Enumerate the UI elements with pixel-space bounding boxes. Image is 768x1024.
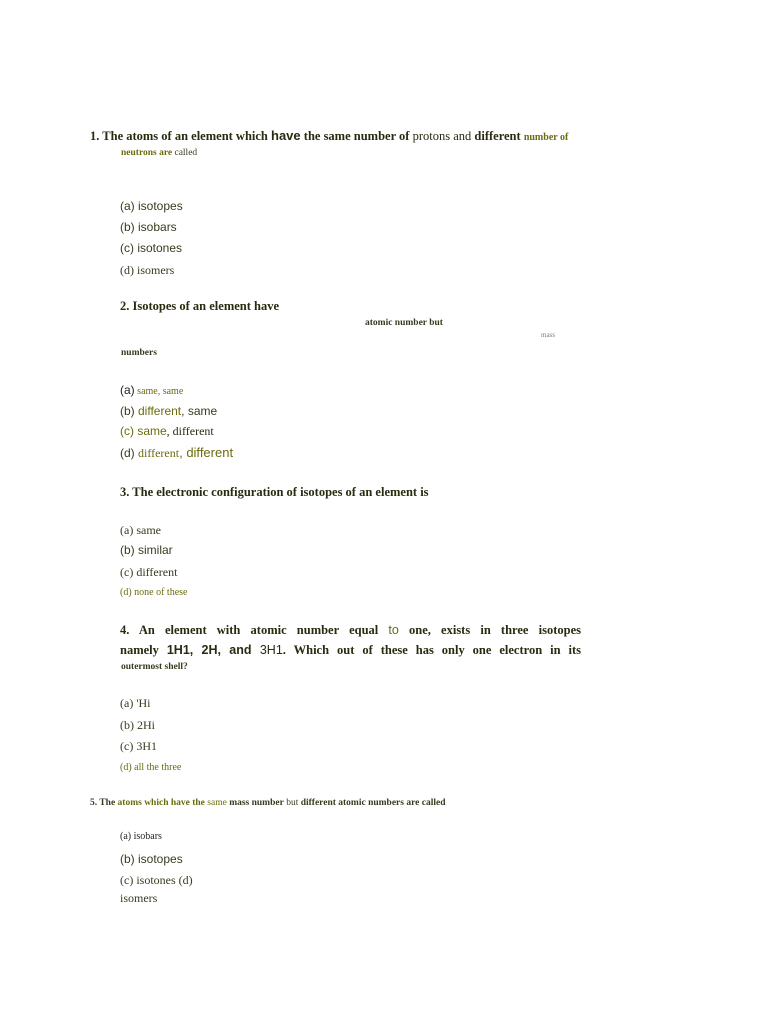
q5-option-a: (a) isobars [120,831,162,842]
question-2-continuation: numbers [121,348,157,358]
q2-option-a: (a) same, same [120,383,184,397]
q4-option-b: (b) 2Hi [120,718,155,732]
q3-option-b: (b) similar [120,543,173,557]
question-2-blank-text-2: mass [541,331,555,339]
question-1-continuation: neutrons are called [121,148,198,158]
q4-option-a: (a) 'Hi [120,696,151,710]
q2-option-c: (c) same, different [120,424,214,438]
q3-option-c: (c) different [120,565,178,579]
q5-option-d: isomers [120,891,158,905]
question-1-text: 1. The atoms of an element which have the same number of protons and different number of [90,128,569,143]
question-4-line-2: namely 1H1, 2H, and 3H1. Which out of these has only one electron in its [120,643,581,657]
question-2-text: 2. Isotopes of an element have [120,299,280,313]
q2-option-b: (b) different, same [120,404,218,418]
q3-option-a: (a) same [120,523,161,537]
q2-option-d: (d) different, different [120,445,234,460]
q1-option-c: (c) isotones [120,241,183,255]
q3-option-d: (d) none of these [120,587,188,598]
q1-option-b: (b) isobars [120,220,177,234]
q5-option-b: (b) isotopes [120,852,183,866]
q1-option-d: (d) isomers [120,263,175,277]
question-4-line-1: 4. An element with atomic number equal to one, exists in three isotopes [120,623,581,637]
q4-option-c: (c) 3H1 [120,739,157,753]
question-5-text: 5. The atoms which have the same mass number but different atomic numbers are called [90,798,446,808]
question-2-blank-text-1: atomic number but [365,318,443,328]
question-3-text: 3. The electronic configuration of isotopes of an element is [120,485,429,499]
question-4-continuation: outermost shell? [121,662,188,672]
q4-option-d: (d) all the three [120,762,182,773]
q5-option-c: (c) isotones (d) [120,873,193,887]
q1-option-a: (a) isotopes [120,199,183,213]
